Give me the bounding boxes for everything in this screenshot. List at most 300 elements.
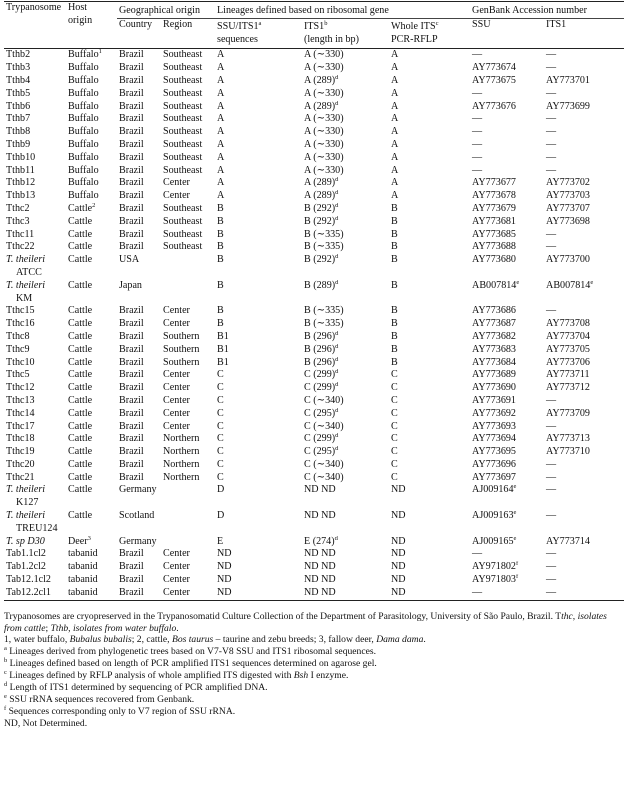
cell-host (66, 305, 117, 318)
cell-host-text: Cattle (68, 407, 93, 419)
cell-ssu-its1-text: A (217, 164, 225, 176)
cell-genbank-its1 (544, 561, 624, 574)
cell-country-text: Brazil (119, 74, 144, 86)
col-ssu-its1: SSU/ITS1$^a$ (217, 19, 262, 32)
cell-genbank-its1 (544, 357, 624, 370)
cell-country (117, 446, 161, 459)
cell-ssu-its1 (215, 484, 302, 497)
cell-region (161, 382, 215, 395)
col-trypanosome: Trypanosome (6, 2, 62, 13)
table-row (4, 433, 624, 446)
cell-country-text: Brazil (119, 356, 144, 368)
cell-region-text: Southeast (163, 126, 203, 138)
cell-host-text: Cattle (68, 433, 93, 445)
cell-ssu-its1-text: A (217, 87, 225, 99)
cell-region-text: Center (163, 382, 190, 394)
cell-strain-name: ATCC (16, 266, 42, 278)
cell-whole-its-text: C (391, 420, 398, 432)
cell-genbank-ssu-text: AY773692 (472, 407, 516, 419)
cell-ssu-its1-text: ND (217, 548, 232, 560)
cell-ssu-its1-text: B (217, 305, 224, 317)
cell-whole-its-text: A (391, 62, 399, 74)
cell-genbank-its1 (544, 229, 624, 242)
cell-ssu-its1 (215, 62, 302, 75)
cell-host (66, 369, 117, 382)
cell-ssu-its1-text: A (217, 126, 225, 138)
cell-country (117, 49, 161, 62)
cell-country-text: Brazil (119, 446, 144, 458)
cell-genbank-ssu (470, 216, 544, 229)
table-row (4, 421, 624, 434)
cell-whole-its (389, 126, 470, 139)
cell-region (161, 318, 215, 331)
cell-ssu-its1 (215, 190, 302, 203)
cell-genbank-its1-text: AY773708 (546, 318, 590, 330)
cell-region-text: Southeast (163, 74, 203, 86)
cell-trypanosome (4, 126, 66, 139)
cell-host (66, 126, 117, 139)
footnote-mark: f (515, 574, 519, 581)
cell-empty (117, 267, 161, 280)
cell-country (117, 241, 161, 254)
col-ssu-its1-sub: sequences (217, 33, 258, 45)
cell-its1-length-text: B (∼335) (304, 241, 344, 253)
cell-genbank-ssu (470, 344, 544, 357)
cell-trypanosome-text: Tthb12 (6, 177, 36, 189)
cell-whole-its (389, 421, 470, 434)
cell-its1-length (302, 177, 389, 190)
cell-host (66, 395, 117, 408)
col-geographical-origin: Geographical origin (117, 2, 215, 19)
cell-its1-length-text: ND ND (304, 484, 336, 496)
col-genbank: GenBank Accession number (470, 2, 624, 19)
cell-genbank-its1 (544, 548, 624, 561)
cell-region (161, 254, 215, 267)
cell-its1-length-text: A (∼330) (304, 126, 344, 138)
cell-trypanosome (4, 433, 66, 446)
cell-region-text: Southern (163, 343, 200, 355)
cell-trypanosome (4, 561, 66, 574)
cell-its1-length-text: C (299) (304, 382, 336, 394)
cell-country (117, 548, 161, 561)
footnote-mark: e (513, 510, 517, 517)
cell-genbank-ssu (470, 139, 544, 152)
footnote-c: $^c$ Lineages defined by RFLP analysis of whole amplified ITS digested with Bsh I enzyme. (4, 669, 349, 682)
cell-genbank-ssu-text: AB007814 (472, 279, 517, 291)
cell-host (66, 190, 117, 203)
cell-trypanosome-text: Tab1.2cl2 (6, 561, 46, 573)
cell-ssu-its1 (215, 472, 302, 485)
cell-country (117, 229, 161, 242)
cell-trypanosome-text: Tthc11 (6, 228, 35, 240)
cell-country-text: Brazil (119, 87, 144, 99)
cell-region (161, 305, 215, 318)
cell-trypanosome-text: Tthc17 (6, 420, 35, 432)
table-row (4, 203, 624, 216)
table-notes (4, 611, 624, 730)
cell-whole-its-text: C (391, 471, 398, 483)
cell-genbank-its1 (544, 177, 624, 190)
cell-empty (470, 293, 544, 306)
cell-its1-length (302, 587, 389, 600)
col-its1-length: ITS1$^b$ (304, 19, 328, 32)
cell-host (66, 229, 117, 242)
cell-ssu-its1 (215, 229, 302, 242)
cell-trypanosome (4, 101, 66, 114)
cell-genbank-ssu-text: AY773691 (472, 394, 516, 406)
cell-empty (161, 497, 215, 510)
table-row (4, 536, 624, 549)
cell-genbank-its1 (544, 216, 624, 229)
cell-its1-length-text: A (∼330) (304, 87, 344, 99)
cell-whole-its-text: A (391, 177, 399, 189)
cell-its1-length (302, 62, 389, 75)
cell-country (117, 433, 161, 446)
cell-genbank-ssu-text: AY773693 (472, 420, 516, 432)
cell-genbank-ssu (470, 280, 544, 293)
cell-genbank-its1 (544, 408, 624, 421)
cell-its1-length-text: ND ND (304, 561, 336, 573)
cell-country (117, 510, 161, 523)
cell-genbank-its1-text: — (546, 126, 557, 138)
cell-country (117, 190, 161, 203)
cell-genbank-its1-text: — (546, 586, 557, 598)
cell-trypanosome (4, 113, 66, 126)
cell-country-text: Germany (119, 535, 157, 547)
cell-trypanosome (4, 344, 66, 357)
cell-region-text: Center (163, 177, 190, 189)
cell-genbank-its1 (544, 241, 624, 254)
cell-trypanosome (4, 459, 66, 472)
cell-region (161, 561, 215, 574)
cell-whole-its (389, 75, 470, 88)
cell-trypanosome-text: Tthb10 (6, 151, 36, 163)
cell-genbank-ssu (470, 561, 544, 574)
footnote-mark: e (513, 535, 517, 542)
cell-its1-length (302, 216, 389, 229)
cell-region (161, 331, 215, 344)
cell-host (66, 113, 117, 126)
cell-host-text: Cattle (68, 394, 93, 406)
cell-its1-length-text: A (289) (304, 177, 336, 189)
cell-country (117, 88, 161, 101)
cell-country (117, 421, 161, 434)
cell-genbank-ssu (470, 49, 544, 62)
cell-ssu-its1-text: B (217, 215, 224, 227)
footnote-e: $^e$ SSU rRNA sequences recovered from Genbank. (4, 693, 195, 705)
cell-ssu-its1 (215, 49, 302, 62)
cell-country (117, 382, 161, 395)
cell-ssu-its1-text: A (217, 100, 225, 112)
cell-country-text: Brazil (119, 586, 144, 598)
cell-trypanosome (4, 395, 66, 408)
cell-region-text: Southern (163, 330, 200, 342)
cell-its1-length-text: B (296) (304, 330, 336, 342)
cell-whole-its (389, 229, 470, 242)
cell-genbank-its1 (544, 510, 624, 523)
cell-empty (66, 267, 117, 280)
cell-host (66, 344, 117, 357)
cell-country-text: Brazil (119, 113, 144, 125)
cell-country (117, 331, 161, 344)
cell-its1-length (302, 472, 389, 485)
table-row (4, 574, 624, 587)
cell-country-text: Brazil (119, 49, 144, 61)
cell-its1-length (302, 305, 389, 318)
cell-ssu-its1-text: ND (217, 561, 232, 573)
cell-its1-length (302, 126, 389, 139)
cell-genbank-its1-text: — (546, 164, 557, 176)
cell-whole-its (389, 574, 470, 587)
cell-country (117, 459, 161, 472)
cell-host-text: Cattle (68, 330, 93, 342)
cell-region (161, 536, 215, 549)
cell-trypanosome (4, 280, 66, 293)
note-nd: ND, Not Determined. (4, 717, 88, 729)
cell-its1-length (302, 190, 389, 203)
table-row (4, 254, 624, 267)
cell-strain-name: K127 (16, 497, 39, 509)
cell-country (117, 216, 161, 229)
cell-whole-its (389, 88, 470, 101)
cell-its1-length (302, 254, 389, 267)
cell-country-text: Brazil (119, 215, 144, 227)
cell-whole-its-text: B (391, 343, 398, 355)
cell-country (117, 369, 161, 382)
cell-its1-length (302, 241, 389, 254)
cell-country-text: Brazil (119, 100, 144, 112)
cell-trypanosome (4, 574, 66, 587)
footnote-a: $^a$ Lineages derived from phylogenetic trees based on V7-V8 SSU and ITS1 ribosomal sequences. (4, 645, 376, 658)
cell-host (66, 62, 117, 75)
cell-trypanosome (4, 536, 66, 549)
cell-genbank-ssu (470, 484, 544, 497)
cell-region (161, 484, 215, 497)
cell-empty (544, 497, 624, 510)
cell-trypanosome-text: Tthb13 (6, 190, 36, 202)
cell-genbank-its1 (544, 75, 624, 88)
cell-host (66, 536, 117, 549)
cell-ssu-its1 (215, 421, 302, 434)
table-row (4, 190, 624, 203)
table-row (4, 101, 624, 114)
note-hosts: 1, water buffalo, Bubalus bubalis; 2, cattle, Bos taurus – taurine and zebu breeds; 3, fallow deer, Dama dama. (4, 634, 426, 646)
cell-ssu-its1-text: B1 (217, 356, 229, 368)
cell-country (117, 152, 161, 165)
cell-trypanosome (4, 472, 66, 485)
cell-genbank-its1-text: AY773700 (546, 254, 590, 266)
cell-region (161, 548, 215, 561)
cell-whole-its-text: ND (391, 510, 406, 522)
cell-genbank-ssu (470, 331, 544, 344)
cell-genbank-ssu-text: AY773687 (472, 318, 516, 330)
table-row (4, 331, 624, 344)
table-row-continuation (4, 267, 624, 280)
cell-trypanosome (4, 229, 66, 242)
cell-host-text: Buffalo (68, 87, 99, 99)
cell-its1-length-text: A (∼330) (304, 151, 344, 163)
footnote-mark: d (335, 190, 339, 197)
cell-its1-length-text: C (295) (304, 407, 336, 419)
cell-region (161, 177, 215, 190)
cell-whole-its-text: B (391, 215, 398, 227)
cell-empty (302, 293, 389, 306)
footnote-mark: e (516, 279, 520, 286)
cell-region-text: Northern (163, 446, 200, 458)
cell-ssu-its1-text: D (217, 484, 225, 496)
cell-genbank-ssu (470, 574, 544, 587)
cell-host (66, 574, 117, 587)
cell-its1-length (302, 484, 389, 497)
cell-genbank-ssu (470, 203, 544, 216)
cell-host-text: Cattle (68, 215, 93, 227)
cell-region (161, 113, 215, 126)
cell-whole-its-text: B (391, 318, 398, 330)
cell-region-text: Center (163, 369, 190, 381)
cell-genbank-ssu-text: AY773696 (472, 458, 516, 470)
cell-host (66, 408, 117, 421)
cell-ssu-its1 (215, 587, 302, 600)
cell-whole-its (389, 344, 470, 357)
cell-genbank-its1 (544, 190, 624, 203)
footnote-mark: d (335, 356, 339, 363)
table-row (4, 216, 624, 229)
footnote-mark: 2 (92, 202, 96, 209)
cell-country-text: Brazil (119, 138, 144, 150)
cell-ssu-its1 (215, 408, 302, 421)
cell-genbank-ssu (470, 446, 544, 459)
cell-trypanosome-text: Tthc5 (6, 369, 30, 381)
cell-whole-its (389, 395, 470, 408)
cell-genbank-its1-text: — (546, 561, 557, 573)
cell-its1-length (302, 318, 389, 331)
cell-trypanosome (4, 408, 66, 421)
cell-country-text: Brazil (119, 382, 144, 394)
cell-whole-its-text: A (391, 100, 399, 112)
cell-whole-its (389, 62, 470, 75)
cell-whole-its (389, 357, 470, 370)
cell-genbank-ssu-text: AY773684 (472, 356, 516, 368)
cell-ssu-its1 (215, 177, 302, 190)
cell-its1-length (302, 561, 389, 574)
cell-trypanosome-text: Tthc10 (6, 356, 35, 368)
cell-country (117, 254, 161, 267)
cell-ssu-its1-text: B (217, 202, 224, 214)
cell-ssu-its1-text: B1 (217, 330, 229, 342)
cell-its1-length-text: ND ND (304, 510, 336, 522)
cell-genbank-its1-text: AB007814 (546, 279, 591, 291)
cell-host (66, 241, 117, 254)
cell-whole-its (389, 369, 470, 382)
cell-whole-its-text: A (391, 126, 399, 138)
cell-genbank-ssu (470, 229, 544, 242)
cell-country-text: Brazil (119, 548, 144, 560)
cell-genbank-ssu-text: — (472, 87, 483, 99)
col-host-origin: Host origin (68, 2, 93, 26)
cell-trypanosome (4, 165, 66, 178)
cell-country (117, 139, 161, 152)
cell-country-text: Brazil (119, 202, 144, 214)
cell-whole-its (389, 561, 470, 574)
table-row (4, 165, 624, 178)
cell-trypanosome (4, 190, 66, 203)
cell-host (66, 139, 117, 152)
cell-ssu-its1-text: B (217, 228, 224, 240)
cell-empty (117, 293, 161, 306)
cell-host (66, 101, 117, 114)
footnote-mark: d (335, 446, 339, 453)
cell-genbank-its1-text: AY773701 (546, 74, 590, 86)
cell-genbank-its1 (544, 574, 624, 587)
cell-empty (66, 497, 117, 510)
table-row (4, 484, 624, 497)
cell-host-text: Cattle (68, 369, 93, 381)
cell-genbank-ssu-text: AY773685 (472, 228, 516, 240)
cell-trypanosome (4, 152, 66, 165)
table-body (4, 49, 624, 600)
table-row (4, 408, 624, 421)
cell-trypanosome-text: Tab12.1cl2 (6, 574, 51, 586)
cell-host (66, 382, 117, 395)
cell-whole-its-text: B (391, 241, 398, 253)
table-row (4, 318, 624, 331)
cell-host-text: Buffalo (68, 151, 99, 163)
cell-genbank-its1-text: AY773707 (546, 202, 590, 214)
cell-country (117, 318, 161, 331)
footnote-b: $^b$ Lineages defined based on length of PCR amplified ITS1 sequences determined on agarose gel. (4, 657, 377, 670)
cell-genbank-ssu-text: — (472, 49, 483, 61)
cell-host (66, 459, 117, 472)
table-row (4, 510, 624, 523)
cell-country (117, 574, 161, 587)
cell-empty (66, 293, 117, 306)
cell-host (66, 433, 117, 446)
cell-host-text: Deer (68, 535, 88, 547)
cell-host (66, 587, 117, 600)
cell-whole-its (389, 536, 470, 549)
cell-whole-its-text: C (391, 382, 398, 394)
cell-genbank-its1 (544, 49, 624, 62)
col-ssu: SSU (472, 18, 491, 30)
cell-host-text: Buffalo (68, 177, 99, 189)
cell-genbank-its1-text: — (546, 394, 557, 406)
cell-its1-length-text: B (292) (304, 254, 336, 266)
cell-host-text: Buffalo (68, 126, 99, 138)
table-header (4, 2, 624, 49)
cell-ssu-its1 (215, 88, 302, 101)
cell-host (66, 75, 117, 88)
cell-genbank-ssu-text: AY773679 (472, 202, 516, 214)
cell-its1-length (302, 395, 389, 408)
cell-its1-length (302, 357, 389, 370)
cell-whole-its (389, 587, 470, 600)
table-row-continuation (4, 523, 624, 536)
footnote-mark: d (335, 100, 339, 107)
cell-trypanosome-text: Tthc13 (6, 394, 35, 406)
cell-trypanosome-text: Tthb7 (6, 113, 31, 125)
cell-genbank-ssu (470, 165, 544, 178)
cell-empty (389, 523, 470, 536)
cell-genbank-its1-text: — (546, 420, 557, 432)
cell-empty (117, 523, 161, 536)
cell-its1-length (302, 446, 389, 459)
table-row (4, 561, 624, 574)
cell-trypanosome-text: Tthc20 (6, 458, 35, 470)
cell-its1-length (302, 75, 389, 88)
cell-country (117, 536, 161, 549)
cell-ssu-its1 (215, 152, 302, 165)
table-row (4, 75, 624, 88)
